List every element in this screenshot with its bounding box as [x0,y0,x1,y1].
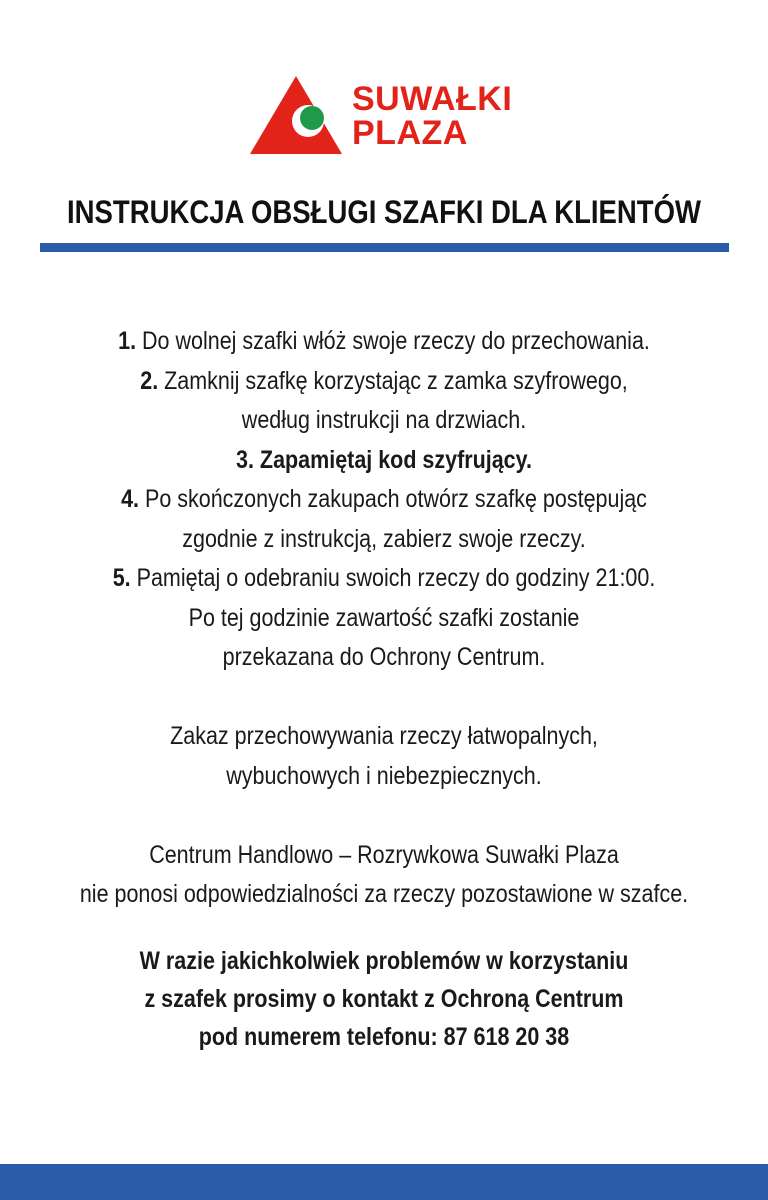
step-2-text: Zamknij szafkę korzystając z zamka szyfrowego, [164,366,628,395]
spacer [0,796,768,836]
contact-line-2: z szafek prosimy o kontakt z Ochroną Centrum [144,985,624,1013]
logo-line-2: PLAZA [352,114,468,152]
disclaimer-line-2: nie ponosi odpowiedzialności za rzeczy pozostawione w szafce. [79,880,689,908]
step-2-number: 2. [140,366,159,395]
logo-line-1: SUWAŁKI [352,80,513,118]
step-4-line-1 [54,480,714,520]
step-3-line-1 [54,441,714,481]
step-2-line-2: według instrukcji na drzwiach. [241,406,527,434]
step-3-text: Zapamiętaj kod szyfrujący. [259,445,532,474]
step-4-number: 4. [121,485,140,513]
warning-line-2: wybuchowych i niebezpiecznych. [226,761,542,790]
spacer [0,678,768,718]
step-1-number: 1. [118,327,137,355]
contact-line-1: W razie jakichkolwiek problemów w korzystaniu [139,947,629,975]
step-2-line-1 [54,362,714,402]
step-1-text: Do wolnej szafki włóż swoje rzeczy do przechowania. [142,327,650,355]
step-4-line-2: zgodnie z instrukcją, zabierz swoje rzeczy. [182,524,586,553]
logo-wordmark [352,82,512,150]
step-1-line-1 [54,322,714,362]
step-5-text: Pamiętaj o odebraniu swoich rzeczy do godziny 21:00. [136,564,656,592]
step-5-number: 5. [112,564,131,592]
instructions-block [0,322,768,915]
step-5-line-3: przekazana do Ochrony Centrum. [222,643,546,671]
step-4-text: Po skończonych zakupach otwórz szafkę postępując [144,485,647,513]
page-title: INSTRUKCJA OBSŁUGI SZAFKI DLA KLIENTÓW [67,194,701,230]
title-divider [40,243,729,252]
disclaimer-line-1: Centrum Handlowo – Rozrywkowa Suwałki Plaza [149,840,619,869]
step-3-number: 3. [236,445,254,474]
footer-bar [0,1164,768,1200]
suwalki-plaza-logo [250,76,540,156]
triangle-logo-icon [250,76,342,156]
contact-block [0,942,768,1056]
step-5-line-1 [54,559,714,599]
step-5-line-2: Po tej godzinie zawartość szafki zostanie [188,603,580,632]
contact-line-3: pod numerem telefonu: 87 618 20 38 [198,1023,570,1051]
warning-line-1: Zakaz przechowywania rzeczy łatwopalnych, [170,722,598,750]
